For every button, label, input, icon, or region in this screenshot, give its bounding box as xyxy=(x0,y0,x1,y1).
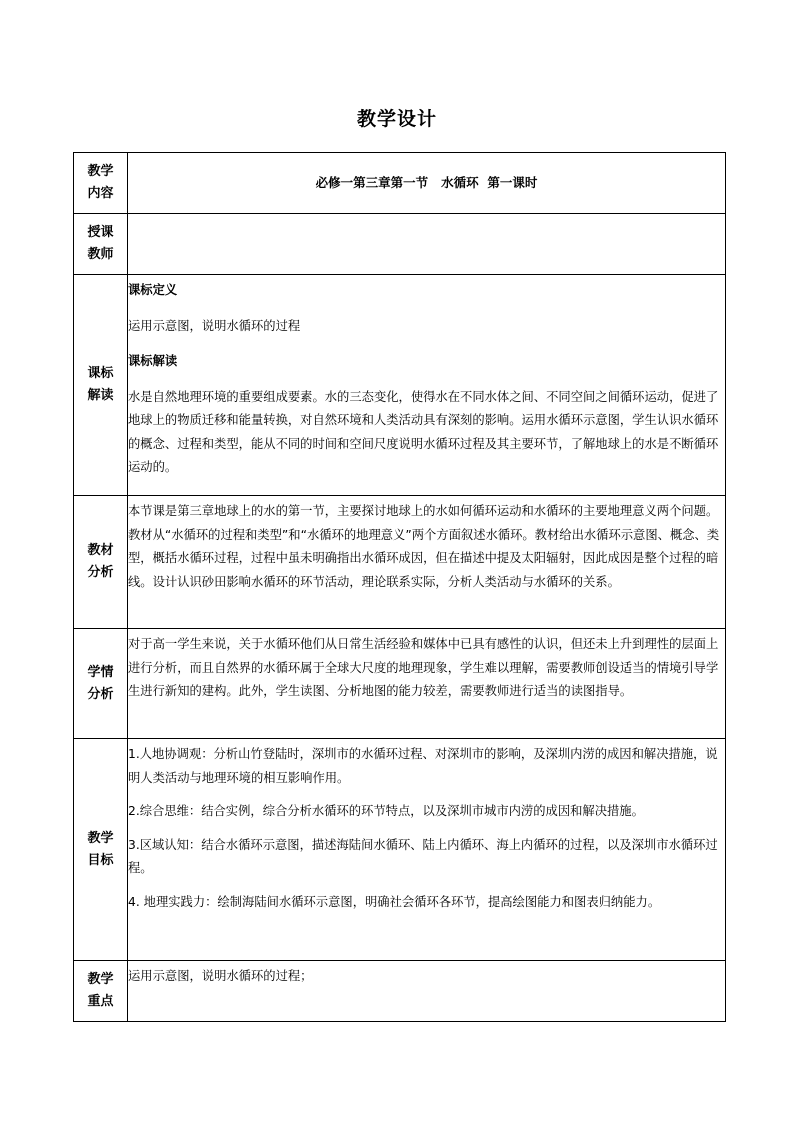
row-curriculum xyxy=(74,275,726,496)
label-line: 课标 xyxy=(87,366,114,381)
row-textbook xyxy=(74,496,726,629)
cell-goals xyxy=(128,739,726,961)
lesson-topic: 必修一第三章第一节 水循环 第一课时 xyxy=(315,175,538,190)
label-textbook xyxy=(74,496,128,629)
label-teaching-content xyxy=(74,153,128,214)
label-line: 分析 xyxy=(87,565,114,580)
label-line: 教师 xyxy=(87,247,114,262)
label-line: 教学 xyxy=(87,164,114,179)
curriculum-interpretation-heading: 课标解读 xyxy=(128,354,178,368)
label-line: 授课 xyxy=(87,225,114,240)
goal-item: 1.人地协调观：分析山竹登陆时，深圳市的水循环过程、对深圳市的影响，及深圳内涝的成因和解决措施，说明人类活动与地理环境的相互影响作用。 xyxy=(128,747,718,785)
students-analysis-text: 对于高一学生来说，关于水循环他们从日常生活经验和媒体中已具有感性的认识，但还未上升到理性的层面上进行分析，而且自然界的水循环属于全球大尺度的地理现象，学生难以理解，需要教师创设适当的情境引导学生进行新知的建构。此外，学生读图、分析地图的能力较差，需要教师进行适当的读图指导。 xyxy=(128,637,719,698)
label-key-points xyxy=(74,961,128,1022)
document-title: 教学设计 xyxy=(356,108,437,130)
textbook-analysis-text: 本节课是第三章地球上的水的第一节，主要探讨地球上的水如何循环运动和水循环的主要地理意义两个问题。教材从“水循环的过程和类型”和“水循环的地理意义”两个方面叙述水循环。教材给出水循环示意图、概念、类型，概括水循环过程，过程中虽未明确指出水循环成因，但在描述中提及太阳辐射，因此成因是整个过程的暗线。设计认识砂田影响水循环的环节活动，理论联系实际，分析人类活动与水循环的关系。 xyxy=(128,504,720,589)
label-line: 教学 xyxy=(87,972,114,987)
key-points-text: 运用示意图，说明水循环的过程； xyxy=(128,969,313,983)
label-line: 学情 xyxy=(87,664,114,680)
label-line: 重点 xyxy=(87,994,114,1009)
label-line: 目标 xyxy=(87,852,114,868)
cell-students xyxy=(128,629,726,739)
row-goals xyxy=(74,739,726,961)
label-students xyxy=(74,629,128,739)
goal-item: 3.区域认知：结合水循环示意图，描述海陆间水循环、陆上内循环、海上内循环的过程，以及深圳市水循环过程。 xyxy=(128,837,718,875)
label-line: 解读 xyxy=(87,388,114,403)
label-line: 分析 xyxy=(87,686,114,702)
curriculum-definition-heading: 课标定义 xyxy=(128,283,178,297)
cell-teaching-content xyxy=(128,153,726,214)
label-line: 教材 xyxy=(87,543,114,558)
cell-curriculum xyxy=(128,275,726,496)
cell-textbook xyxy=(128,496,726,629)
row-teaching-content xyxy=(74,153,726,214)
goal-item: 2.综合思维：结合实例，综合分析水循环的环节特点，以及深圳市城市内涝的成因和解决措施。 xyxy=(128,804,644,818)
label-line: 内容 xyxy=(87,186,114,201)
curriculum-interpretation-text: 水是自然地理环境的重要组成要素。水的三态变化，使得水在不同水体之间、不同空间之间循环运动，促进了地球上的物质迁移和能量转换，对自然环境和人类活动具有深刻的影响。运用水循环示意图，学生认识水循环的概念、过程和类型，能从不同的时间和空间尺度说明水循环过程及其主要环节，了解地球上的水是不断循环运动的。 xyxy=(128,389,719,474)
label-goals xyxy=(74,739,128,961)
curriculum-definition-text: 运用示意图，说明水循环的过程 xyxy=(128,318,301,333)
label-curriculum xyxy=(74,275,128,496)
goal-item: 4. 地理实践力：绘制海陆间水循环示意图，明确社会循环各环节，提高绘图能力和图表归纳能力。 xyxy=(128,894,661,909)
cell-key-points xyxy=(128,961,726,1022)
label-line: 教学 xyxy=(87,830,114,846)
row-teacher xyxy=(74,214,726,275)
row-key-points xyxy=(74,961,726,1022)
row-students xyxy=(74,629,726,739)
cell-teacher xyxy=(128,214,726,275)
lesson-plan-table xyxy=(73,152,726,1022)
label-teacher xyxy=(74,214,128,275)
